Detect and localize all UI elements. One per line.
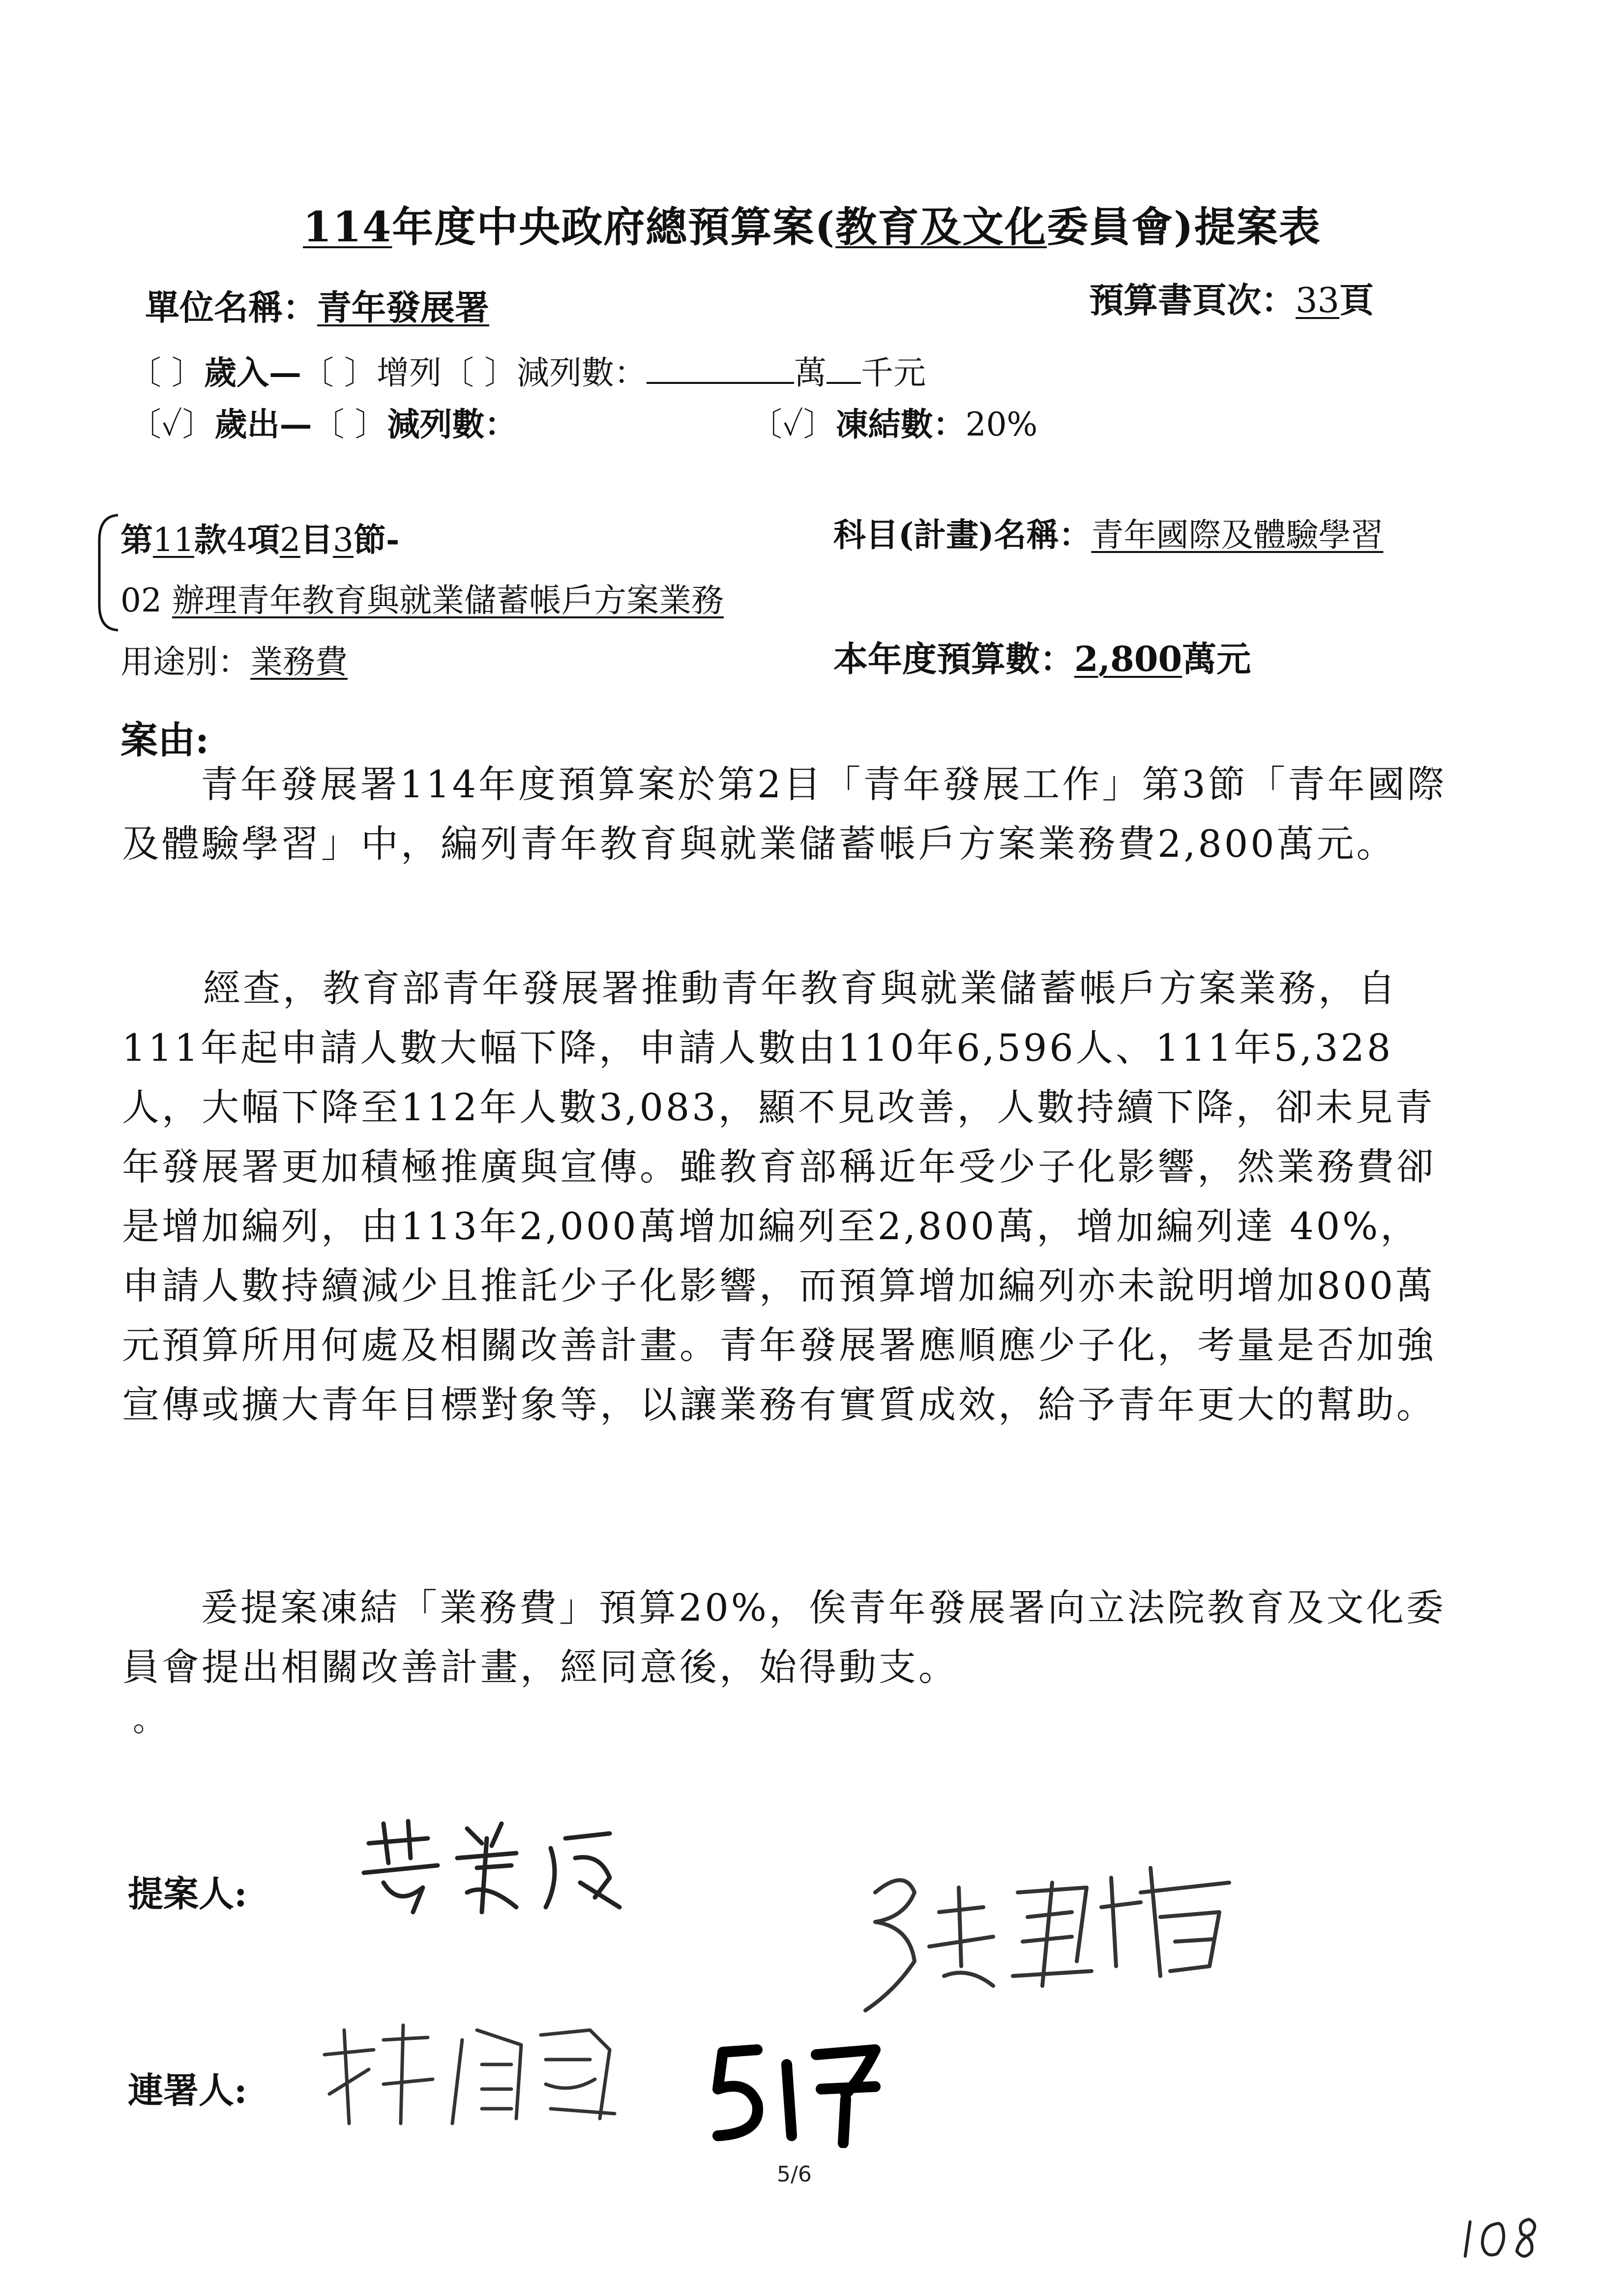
- bracket-close: 〕: [182, 406, 215, 443]
- section-xiang: 4: [226, 521, 247, 559]
- reason-paragraph-3: 爰提案凍結「業務費」預算20%，俟青年發展署向立法院教育及文化委員會提出相關改善計畫，經同意後，始得動支。: [122, 1586, 1446, 1689]
- freeze-value: 20%: [965, 406, 1038, 443]
- subject-row: [833, 509, 1383, 555]
- bracket-close: 〕: [484, 354, 517, 392]
- bracket-open: 〔: [441, 354, 474, 392]
- expenditure-label: 歲出—: [214, 405, 312, 443]
- section-kuan: 11: [153, 521, 194, 559]
- decrease-label: 減列數：: [516, 354, 647, 392]
- budget-value: 2,800: [1074, 639, 1182, 679]
- trailing-mark: 。: [133, 1701, 165, 1739]
- reason-paragraph-1: 青年發展署114年度預算案於第2目「青年發展工作」第3節「青年國際及體驗學習」中，編列青年教育與就業儲蓄帳戶方案業務費2,800萬元。: [122, 762, 1447, 866]
- title-committee: 教育及文化: [835, 203, 1047, 251]
- page-ref-suffix: 頁: [1339, 280, 1374, 320]
- page-ref-row: [1089, 273, 1374, 322]
- bracket-open: 〔: [129, 406, 161, 443]
- handwritten-number: [703, 2025, 890, 2148]
- revenue-line: [129, 347, 926, 393]
- handwritten-page-number: [1455, 2202, 1554, 2266]
- cosigner-signature-2: [856, 1848, 1249, 2035]
- budget-row: [833, 632, 1251, 681]
- section-mu: 2: [279, 521, 300, 559]
- unit-label: 單位名稱：: [145, 287, 317, 328]
- freeze-row: [750, 398, 1037, 445]
- increase-label: 增列: [376, 354, 442, 392]
- unit-value: 青年發展署: [317, 287, 489, 328]
- proposer-signature: [354, 1809, 629, 1922]
- wan-label: 萬: [794, 354, 827, 392]
- section-bracket: [89, 511, 123, 634]
- section-prefix: 第: [120, 521, 153, 559]
- title-year: 114: [303, 203, 392, 251]
- subject-value: 青年國際及體驗學習: [1091, 516, 1384, 554]
- bracket-close: 〕: [354, 406, 387, 443]
- page-ref-value: 33: [1296, 280, 1340, 320]
- section-jie-label: 節-: [353, 521, 400, 559]
- bracket-close: 〕: [171, 354, 204, 392]
- reason-heading: 案由:: [120, 718, 209, 762]
- revenue-label: 歲入—: [204, 353, 301, 392]
- bracket-open: 〔: [129, 354, 161, 392]
- expenditure-line: [129, 398, 517, 445]
- section-jie: 3: [332, 521, 354, 559]
- item-name: 辦理青年教育與就業儲蓄帳戶方案業務: [172, 581, 724, 619]
- amount-blank: [647, 352, 794, 384]
- section-kuan-label: 款: [194, 521, 227, 559]
- freeze-label: 凍結數：: [835, 405, 966, 443]
- subject-label: 科目(計畫)名稱：: [833, 516, 1092, 554]
- thousand-blank: [827, 352, 861, 384]
- bracket-open: 〔: [312, 406, 345, 443]
- page-ref-label: 預算書頁次：: [1089, 280, 1296, 320]
- thousand-label: 千元: [860, 354, 926, 392]
- proposer-label: 提案人:: [128, 1873, 247, 1915]
- freeze-check: ✓: [782, 406, 803, 443]
- cosigner-label: 連署人:: [128, 2069, 247, 2111]
- title-part1: 年度中央政府總預算案(: [392, 203, 836, 251]
- bracket-open: 〔: [301, 354, 334, 392]
- reason-paragraph-2: 經查，教育部青年發展署推動青年教育與就業儲蓄帳戶方案業務，自111年起申請人數大幅下降，申請人數由110年6,596人、111年5,328人，大幅下降至112年人數3,083，顯不見改善，人數持續下降，卻未見青年發展署更加積極推廣與宣傳。雖教育部稱近年受少子化影響，然業務費卻是增加編列，由113年2,000萬增加編列至2,800萬，增加編列達 40%，申請人數持續減少且推託少子化影響，而預算增加編列亦未說明增加800萬元預算所用何處及相關改善計畫。青年發展署應順應少子化，考量是否加強宣傳或擴大青年目標對象等，以讓業務有實質成效，給予青年更大的幫助。: [122, 966, 1436, 1426]
- usage-value: 業務費: [250, 643, 348, 681]
- item-row: [120, 574, 724, 621]
- page-number: 5/6: [777, 2162, 812, 2187]
- cosigner-signature-1: [315, 2010, 629, 2133]
- item-no: 02: [120, 581, 162, 619]
- document-title: [0, 194, 1624, 254]
- bracket-close: 〕: [344, 354, 377, 392]
- expenditure-decrease-label: 減列數：: [387, 405, 517, 443]
- budget-label: 本年度預算數：: [833, 639, 1074, 679]
- expenditure-check: ✓: [161, 406, 182, 443]
- usage-row: [120, 636, 348, 682]
- unit-row: [145, 280, 489, 330]
- section-mu-label: 目: [300, 521, 333, 559]
- bracket-open: 〔: [750, 406, 782, 443]
- bracket-close: 〕: [803, 406, 836, 443]
- section-line: [120, 514, 399, 560]
- title-part2: 委員會)提案表: [1047, 203, 1321, 251]
- usage-label: 用途別：: [120, 643, 250, 681]
- section-xiang-label: 項: [247, 521, 280, 559]
- budget-unit: 萬元: [1182, 639, 1251, 679]
